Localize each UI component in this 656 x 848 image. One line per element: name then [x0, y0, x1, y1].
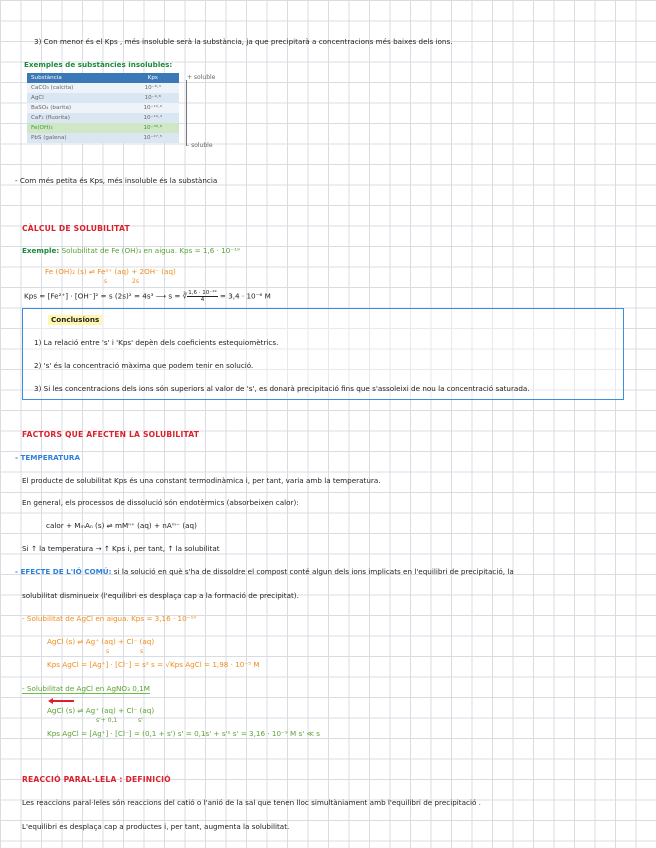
temperature-heading: - TEMPERATURA	[15, 453, 81, 462]
conclusion-3: 3) Si les concentracions dels ions són superiors al valor de 's', es donarà precipitació fins que s'assoleixi de nou la concentració saturada.	[34, 384, 530, 393]
example-text: Solubilitat de Fe (OH)₃ en aigua. Kps = 1,6 · 10⁻¹⁹	[61, 246, 240, 255]
table-cell-substance: PbS (galena)	[27, 133, 126, 143]
table-row	[27, 83, 179, 93]
common-ion-line-2: solubilitat disminueix (l'equilibri es desplaça cap a la formació de precipitat).	[22, 591, 299, 600]
table-row	[27, 113, 179, 123]
solubility-scale-line	[186, 80, 187, 146]
temperature-equation: calor + MₘAₙ (s) ⇌ mMⁿ⁺ (aq) + nAᵐ⁻ (aq)	[46, 521, 197, 530]
agcl-agno3-heading	[22, 684, 150, 694]
agcl-water-equation: AgCl (s) ⇌ Ag⁺ (aq) + Cl⁻ (aq)	[47, 637, 155, 646]
temperature-line-3: Si ↑ la temperatura → ↑ Kps i, per tant, ↑ la solubilitat	[22, 544, 220, 553]
kps-fraction-num: 1,6 · 10⁻¹⁹	[188, 290, 217, 296]
examples-heading: Exemples de substàncies insolubles:	[24, 60, 173, 69]
conclusion-1: 1) La relació entre 's' i 'Kps' depèn dels coeficients estequiomètrics.	[34, 338, 279, 347]
table-cell-ksp: 10⁻²⁷·⁵	[126, 133, 179, 143]
common-ion-heading: - EFECTE DE L'IÓ COMÚ:	[15, 567, 112, 576]
table-cell-substance: Fe(OH)₃	[27, 123, 126, 133]
agcl-water-kps: Kps AgCl = [Ag⁺] · [Cl⁻] = s² s = √Kps AgCl = 1,98 · 10⁻⁵ M	[47, 660, 260, 669]
table-cell-ksp: 10⁻⁸·⁴	[126, 83, 179, 93]
table-row	[27, 93, 179, 103]
agcl-water-heading: - Solubilitat de AgCl en aigua. Kps = 3,16 · 10⁻¹⁰	[22, 614, 197, 623]
note-insolubility-line: 3) Con menor és el Kps , més insoluble serà la substància, ja que precipitarà a concentracions més baixes dels ions.	[34, 37, 453, 46]
label-more-soluble: + soluble	[187, 74, 216, 81]
factors-heading: FACTORS QUE AFECTEN LA SOLUBILITAT	[22, 430, 200, 439]
table-cell-ksp: 10⁻¹⁰·⁴	[126, 113, 179, 123]
kps-fraction-den: 4	[200, 297, 205, 303]
common-ion-line-1	[15, 567, 514, 577]
table-row-highlighted	[27, 123, 179, 133]
kps-calc-left: Kps = [Fe²⁺] · [OH⁻]² = s (2s)² = 4s³ ⟶ s = ∛	[24, 291, 188, 301]
feoh-2s: 2s	[132, 278, 139, 285]
agcl-agno3-s3: s'+ 0,1	[96, 717, 118, 724]
example-label: Exemple:	[22, 246, 60, 255]
agcl-agno3-kps: Kps AgCl = [Ag⁺] · [Cl⁻] = (0,1 + s') s' = 0,1s' + s'² s' = 3,16 · 10⁻⁹ M s' ≪ s	[47, 729, 321, 738]
temperature-line-1: El producte de solubilitat Kps és una constant termodinàmica i, per tant, varia amb la temperatura.	[22, 476, 381, 485]
shift-left-arrow-icon	[52, 700, 74, 702]
label-less-soluble: - soluble	[187, 142, 213, 149]
table-row	[27, 103, 179, 113]
kps-calc-line	[24, 290, 271, 303]
example-line	[22, 246, 240, 256]
kps-calc-right: = 3,4 · 10⁻⁶ M	[219, 291, 271, 301]
table-row	[27, 133, 179, 143]
agcl-water-s2: s	[140, 648, 144, 655]
table-header-row	[27, 73, 179, 83]
table-cell-substance: CaF₂ (fluorita)	[27, 113, 126, 123]
table-header-substance: Substància	[27, 73, 126, 83]
table-header-ksp: Kps	[126, 73, 179, 83]
agcl-agno3-s4: s'	[138, 717, 143, 724]
temperature-line-2: En general, els processos de dissolució són endotèrmics (absorbeixen calor):	[22, 498, 299, 507]
feoh-s: s	[104, 278, 108, 285]
feoh-equation: Fe (OH)₂ (s) ⇌ Fe²⁺ (aq) + 2OH⁻ (aq)	[45, 267, 176, 276]
table-cell-substance: BaSO₄ (barita)	[27, 103, 126, 113]
conclusions-title: Conclusions	[48, 315, 102, 325]
table-cell-substance: AgCl	[27, 93, 126, 103]
kps-fraction	[187, 290, 217, 303]
ksp-table	[27, 73, 179, 143]
parallel-line-2: L'equilibri es desplaça cap a productes i, per tant, augmenta la solubilitat.	[22, 822, 290, 831]
agcl-agno3-equation: AgCl (s) ⇌ Ag⁺ (aq) + Cl⁻ (aq)	[47, 706, 155, 715]
table-cell-ksp: 10⁻⁹·⁸	[126, 93, 179, 103]
calc-heading: CÀLCUL DE SOLUBILITAT	[22, 224, 130, 233]
parallel-line-1: Les reaccions paral·leles són reaccions del catió o l'anió de la sal que tenen lloc simultàniament amb l'equilibri de precipitació .	[22, 798, 481, 807]
table-cell-ksp: 10⁻¹⁰·⁰	[126, 103, 179, 113]
table-cell-substance: CaCO₃ (calcita)	[27, 83, 126, 93]
conclusion-2: 2) 's' és la concentració màxima que podem tenir en solució.	[34, 361, 254, 370]
table-cell-ksp: 10⁻³⁸·⁸	[126, 123, 179, 133]
agcl-water-s1: s	[106, 648, 110, 655]
parallel-heading: REACCIÓ PARAL·LELA : DEFINICIÓ	[22, 775, 171, 784]
note-smaller-ksp: - Com més petita és Kps, més insoluble és la substància	[15, 176, 218, 185]
common-ion-text: si la solució en què s'ha de dissoldre el compost conté algun dels ions implicats en l'equilibri de precipitació, la	[113, 567, 514, 576]
agcl-agno3-text: - Solubilitat de AgCl en AgNO₃ 0,1M	[22, 684, 150, 693]
